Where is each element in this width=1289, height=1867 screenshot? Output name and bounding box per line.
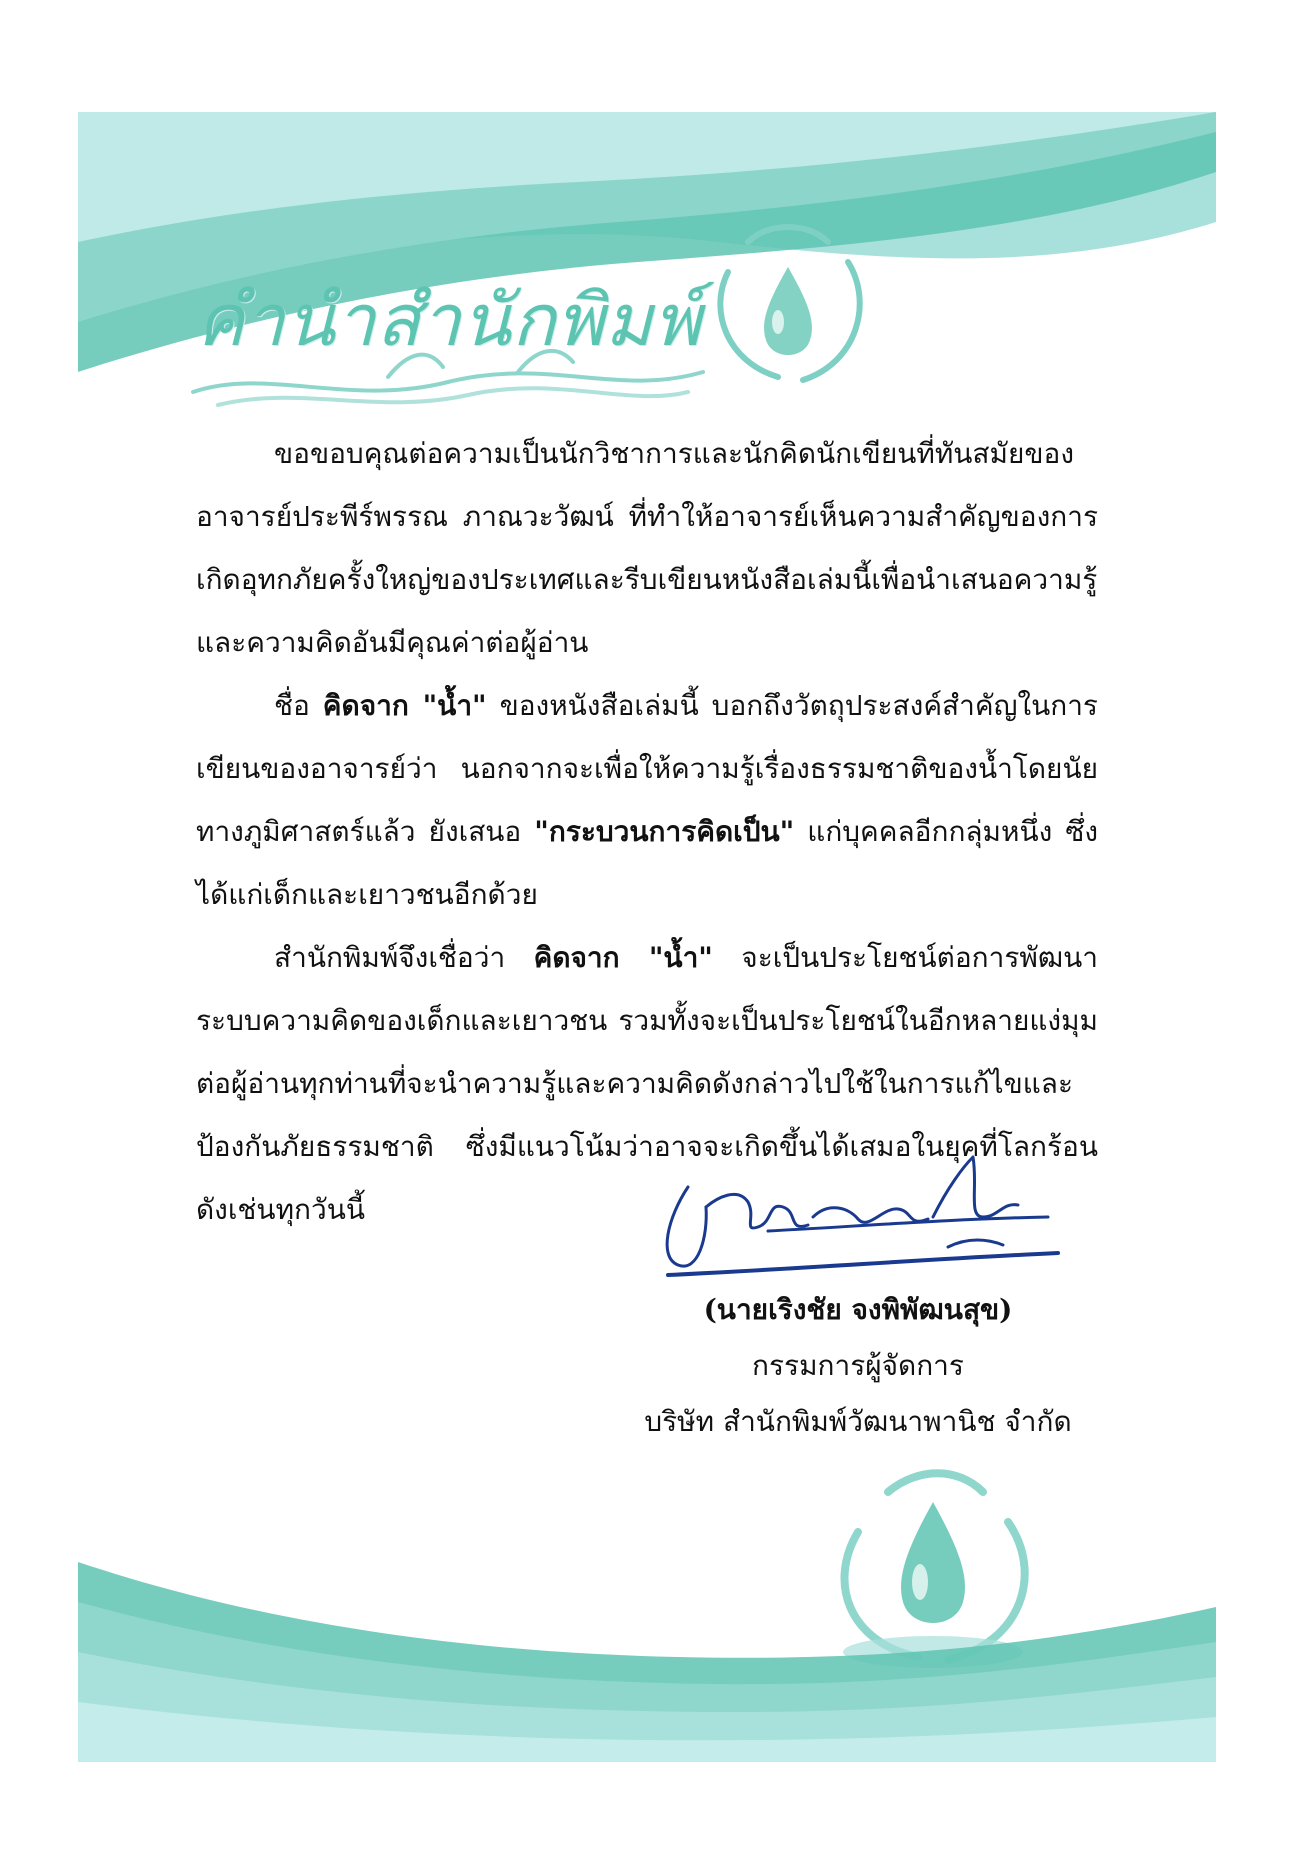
water-splash-icon: [688, 212, 888, 402]
paragraph-1-text: ขอขอบคุณต่อความเป็นนักวิชาการและนักคิดนักเขียนที่ทันสมัยของอาจารย์ประพีร์พรรณ ภาณวะวัฒน์ ที่ทำให้อาจารย์เห็นความสำคัญของการเกิดอุทกภัยครั้งใหญ่ของประเทศและรีบเขียนหนังสือเล่มนี้เพื่อนำเสนอความรู้และความคิดอันมีคุณค่าต่อผู้อ่าน: [196, 437, 1098, 659]
water-ripple-decoration: [188, 337, 708, 417]
body-text: [196, 422, 1098, 1241]
paragraph-3-part-a: สำนักพิมพ์จึงเชื่อว่า: [274, 941, 534, 974]
company-name: บริษัท สำนักพิมพ์วัฒนาพานิช จำกัด: [644, 1405, 1072, 1438]
paragraph-2-part-e: แก่บุคคลอีกกลุ่มหนึ่ง ซึ่งได้แก่เด็กและเยาวชนอีกด้วย: [196, 815, 1098, 911]
paragraph-2: [196, 674, 1098, 926]
book-title-inline: คิดจาก "น้ำ": [322, 689, 487, 722]
signer-name: (นายเริงชัย จงพิพัฒนสุข): [703, 1293, 1013, 1326]
emphasis-thinking-process: "กระบวนการคิดเป็น": [534, 815, 795, 848]
paragraph-2-part-a: ชื่อ: [274, 689, 323, 722]
signer-position: กรรมการผู้จัดการ: [752, 1349, 964, 1382]
page-title: คำนำสำนักพิมพ์: [196, 278, 702, 362]
bottom-wave-decoration: [78, 1562, 1216, 1762]
book-title-inline-2: คิดจาก "น้ำ": [533, 941, 713, 974]
signoff-block: [598, 1282, 1118, 1450]
paragraph-3-part-c: จะเป็นประโยชน์ต่อการพัฒนาระบบความคิดของเด็กและเยาวชน รวมทั้งจะเป็นประโยชน์ในอีกหลายแง่มุมต่อผู้อ่านทุกท่านที่จะนำความรู้และความคิดดังกล่าวไปใช้ในการแก้ไขและป้องกันภัยธรรมชาติ ซึ่งมีแนวโน้มว่าอาจจะเกิดขึ้นได้เสมอในยุคที่โลกร้อนดังเช่นทุกวันนี้: [196, 941, 1098, 1226]
paragraph-1: [196, 422, 1098, 674]
document-page: [78, 112, 1216, 1762]
paragraph-2-part-c: ของหนังสือเล่มนี้ บอกถึงวัตถุประสงค์สำคัญในการเขียนของอาจารย์ว่า นอกจากจะเพื่อให้ความรู้เรื่องธรรมชาติของน้ำโดยนัยทางภูมิศาสตร์แล้ว ยังเสนอ: [196, 689, 1098, 848]
handwritten-signature: [648, 1147, 1068, 1277]
